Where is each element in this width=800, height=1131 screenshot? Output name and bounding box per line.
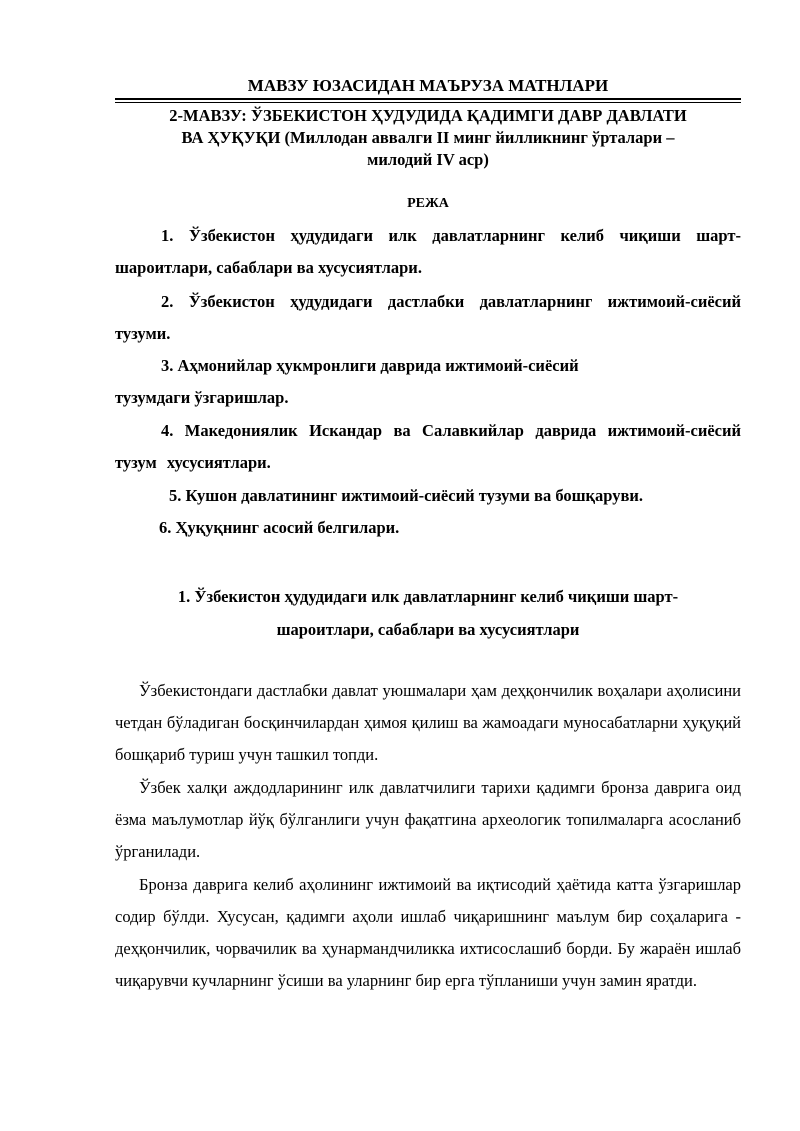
plan-item-2: 2. Ўзбекистон ҳудудидаги дастлабки давлатларнинг ижтимоий-сиёсий тузуми. <box>115 292 741 343</box>
topic-title <box>115 105 741 171</box>
section-heading-line: 1. Ўзбекистон ҳудудидаги илк давлатларнинг келиб чиқиши шарт- <box>177 587 679 606</box>
section-heading <box>115 580 741 646</box>
plan-heading: РЕЖА <box>407 196 449 211</box>
header-rule-thick <box>115 98 741 100</box>
plan-item-1: 1. Ўзбекистон ҳудудидаги илк давлатларнинг келиб чиқиши шарт-шароитлари, сабаблари ва хусусиятлари. <box>115 226 741 277</box>
plan-item-6: 6. Ҳуқуқнинг асосий белгилари. <box>159 518 400 537</box>
body-paragraph-2: Ўзбек халқи аждодларининг илк давлатчилиги тарихи қадимги бронза даврига оид ёзма маълумотлар йўқ бўлганлиги учун фақатгина археологик топилмаларга асосланиб ўрганилади. <box>115 778 741 861</box>
plan-item-3-continued: тузумдаги ўзгаришлар. <box>115 388 289 407</box>
body-paragraph-3: Бронза даврига келиб аҳолининг ижтимоий ва иқтисодий ҳаётида катта ўзгаришлар содир бўлди. Хусусан, қадимги аҳоли ишлаб чиқаришнинг маълум бир соҳаларига - деҳқончилик, чорвачилик ва ҳунармандчиликка ихтисослашиб борди. Бу жараён ишлаб чиқарувчи кучларнинг ўсиши ва уларнинг бир ерга тўпланиши учун замин яратди. <box>115 875 741 990</box>
plan-item-4: 4. Македониялик Искандар ва Салавкийлар даврида ижтимоий-сиёсий тузум хусусиятлари. <box>115 421 741 472</box>
topic-title-line: ВА ҲУҚУҚИ (Миллодан аввалги II минг йилликнинг ўрталари – <box>181 128 675 147</box>
body-paragraph-1: Ўзбекистондаги дастлабки давлат уюшмалари ҳам деҳқончилик воҳалари аҳолисини четдан бўладиган босқинчилардан ҳимоя қилиш ва жамоадаги муносабатларни ҳуқуқий бошқариб туриш учун ташкил топди. <box>115 681 741 764</box>
document-header-title: МАВЗУ ЮЗАСИДАН МАЪРУЗА МАТНЛАРИ <box>247 76 609 95</box>
topic-title-line: милодий IV аср) <box>367 150 489 169</box>
topic-title-line: 2-МАВЗУ: ЎЗБЕКИСТОН ҲУДУДИДА ҚАДИМГИ ДАВР ДАВЛАТИ <box>169 106 687 125</box>
header-rule-thin <box>115 102 741 103</box>
section-heading-line: шароитлари, сабаблари ва хусусиятлари <box>276 620 580 639</box>
plan-item-3: 3. Аҳмонийлар ҳукмронлиги даврида ижтимоий-сиёсий <box>161 356 579 375</box>
plan-item-5: 5. Кушон давлатининг ижтимоий-сиёсий тузуми ва бошқаруви. <box>169 486 644 505</box>
